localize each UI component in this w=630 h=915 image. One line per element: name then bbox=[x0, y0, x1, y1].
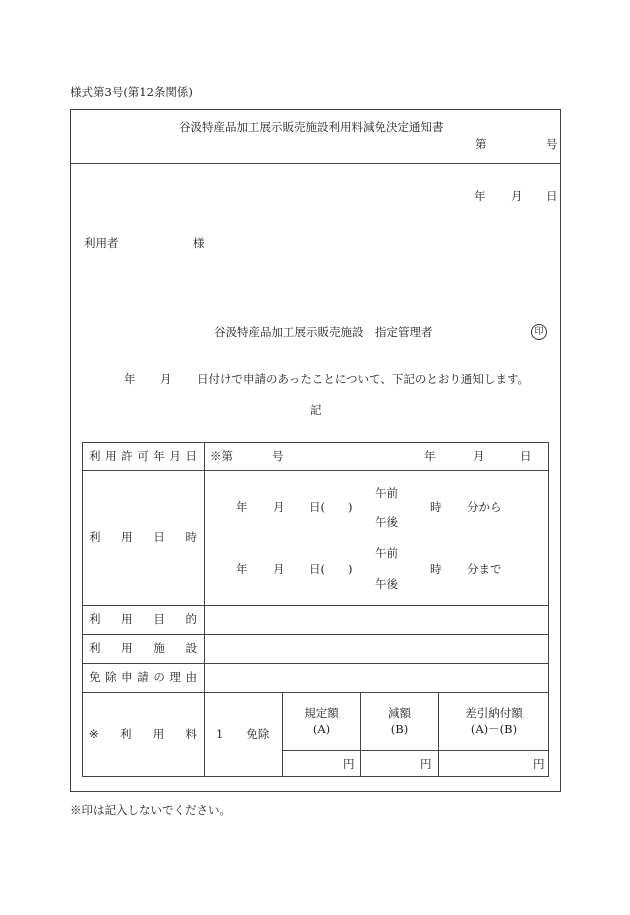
fee-grid-line bbox=[282, 750, 549, 751]
purpose-label: 利 用 目 的 bbox=[89, 612, 197, 626]
table-row-divider bbox=[82, 692, 549, 693]
fee-exempt: 1 免除 bbox=[216, 727, 270, 741]
table-row-divider bbox=[82, 470, 549, 471]
permit-nen: 年 bbox=[424, 449, 436, 463]
from-am: 午前 bbox=[375, 486, 398, 500]
from-tsuki: 月 bbox=[273, 500, 285, 514]
col-a-sub: (A) bbox=[312, 722, 331, 736]
sender-name: 谷汲特産品加工展示販売施設 指定管理者 bbox=[214, 325, 433, 339]
fee-label: 利 用 料 bbox=[120, 727, 197, 741]
from-ji: 時 bbox=[430, 500, 442, 514]
to-pm: 午後 bbox=[375, 577, 398, 591]
to-tsuki: 月 bbox=[273, 562, 285, 576]
to-nen: 年 bbox=[236, 562, 248, 576]
permit-dai: ※第 bbox=[210, 449, 233, 463]
date-hi: 日 bbox=[546, 189, 558, 203]
date-tsuki: 月 bbox=[511, 189, 523, 203]
table-row-divider bbox=[82, 605, 549, 606]
recipient-label: 利用者 bbox=[84, 236, 119, 250]
col-b-sub: (B) bbox=[390, 722, 409, 736]
permit-hi: 日 bbox=[520, 449, 532, 463]
to-hi: 日( ) bbox=[309, 562, 353, 576]
date-nen: 年 bbox=[474, 189, 486, 203]
to-am: 午前 bbox=[375, 546, 398, 560]
table-label-divider bbox=[204, 442, 205, 777]
form-number: 様式第3号(第12条関係) bbox=[70, 85, 193, 99]
table-row-divider bbox=[82, 663, 549, 664]
to-ji: 時 bbox=[430, 562, 442, 576]
yen-b: 円 bbox=[420, 757, 432, 771]
ki-heading: 記 bbox=[310, 403, 322, 417]
usage-time-label: 利 用 日 時 bbox=[89, 530, 197, 544]
col-a-title: 規定額 bbox=[304, 706, 339, 720]
footnote: ※印は記入しないでください。 bbox=[70, 803, 231, 817]
col-c-sub: (A)－(B) bbox=[470, 722, 518, 736]
seal-mark: 印 bbox=[531, 324, 547, 340]
yen-a: 円 bbox=[343, 757, 355, 771]
to-suffix: 分まで bbox=[467, 562, 502, 576]
permit-date-label: 利 用 許 可 年 月 日 bbox=[89, 449, 197, 463]
permit-go: 号 bbox=[272, 449, 284, 463]
notice-tsuki: 月 bbox=[160, 372, 172, 386]
doc-no-go: 号 bbox=[546, 137, 558, 151]
table-row-divider bbox=[82, 634, 549, 635]
header-divider bbox=[70, 163, 561, 164]
from-hi: 日( ) bbox=[309, 500, 353, 514]
permit-tsuki: 月 bbox=[473, 449, 485, 463]
recipient-sama: 様 bbox=[193, 236, 205, 250]
facility-label: 利 用 施 設 bbox=[89, 641, 197, 655]
yen-c: 円 bbox=[533, 757, 545, 771]
doc-no-dai: 第 bbox=[475, 137, 487, 151]
from-nen: 年 bbox=[236, 500, 248, 514]
fee-mark: ※ bbox=[89, 727, 99, 741]
reason-label: 免 除 申 請 の 理 由 bbox=[89, 670, 197, 684]
from-pm: 午後 bbox=[375, 515, 398, 529]
col-c-title: 差引納付額 bbox=[465, 706, 523, 720]
from-suffix: 分から bbox=[467, 500, 502, 514]
notice-text: 日付けで申請のあったことについて、下記のとおり通知します。 bbox=[197, 372, 530, 386]
notice-nen: 年 bbox=[124, 372, 136, 386]
col-b-title: 減額 bbox=[388, 706, 411, 720]
form-title: 谷汲特産品加工展示販売施設利用料減免決定通知書 bbox=[179, 120, 444, 134]
